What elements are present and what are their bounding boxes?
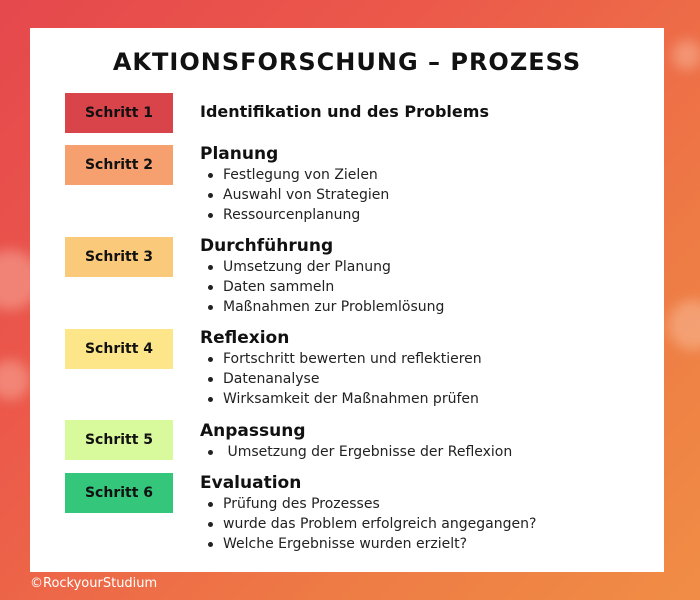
step-1-badge: Schritt 1 [65, 93, 173, 133]
step-2-heading: Planung [200, 144, 279, 164]
background-bokeh [672, 40, 700, 70]
list-item: Umsetzung der Planung [200, 257, 444, 277]
step-6-badge: Schritt 6 [65, 473, 173, 513]
list-item: Fortschritt bewerten und reflektieren [200, 349, 482, 369]
step-5-list [200, 442, 512, 462]
list-item: Prüfung des Prozesses [200, 494, 536, 514]
step-3-heading: Durchführung [200, 236, 334, 256]
list-item: wurde das Problem erfolgreich angegangen? [200, 514, 536, 534]
step-5-heading: Anpassung [200, 421, 306, 441]
step-1-heading: Identifikation und des Problems [200, 102, 489, 121]
step-4-badge: Schritt 4 [65, 329, 173, 369]
step-6-heading: Evaluation [200, 473, 302, 493]
list-item: Welche Ergebnisse wurden erzielt? [200, 534, 536, 554]
list-item: Daten sammeln [200, 277, 444, 297]
step-6-list [200, 494, 536, 554]
list-item: Maßnahmen zur Problemlösung [200, 297, 444, 317]
list-item: Festlegung von Zielen [200, 165, 389, 185]
list-item: Umsetzung der Ergebnisse der Reflexion [200, 442, 512, 462]
step-4-heading: Reflexion [200, 328, 290, 348]
list-item: Wirksamkeit der Maßnahmen prüfen [200, 389, 482, 409]
copyright-footer: ©RockyourStudium [30, 576, 158, 591]
step-3-list [200, 257, 444, 317]
process-card [30, 28, 664, 572]
background-bokeh [0, 360, 30, 400]
list-item: Auswahl von Strategien [200, 185, 389, 205]
step-4-list [200, 349, 482, 409]
background-bokeh [668, 300, 700, 350]
list-item: Ressourcenplanung [200, 205, 389, 225]
page-title: AKTIONSFORSCHUNG – PROZESS [112, 48, 582, 76]
step-2-list [200, 165, 389, 225]
step-5-badge: Schritt 5 [65, 420, 173, 460]
step-3-badge: Schritt 3 [65, 237, 173, 277]
list-item: Datenanalyse [200, 369, 482, 389]
step-2-badge: Schritt 2 [65, 145, 173, 185]
